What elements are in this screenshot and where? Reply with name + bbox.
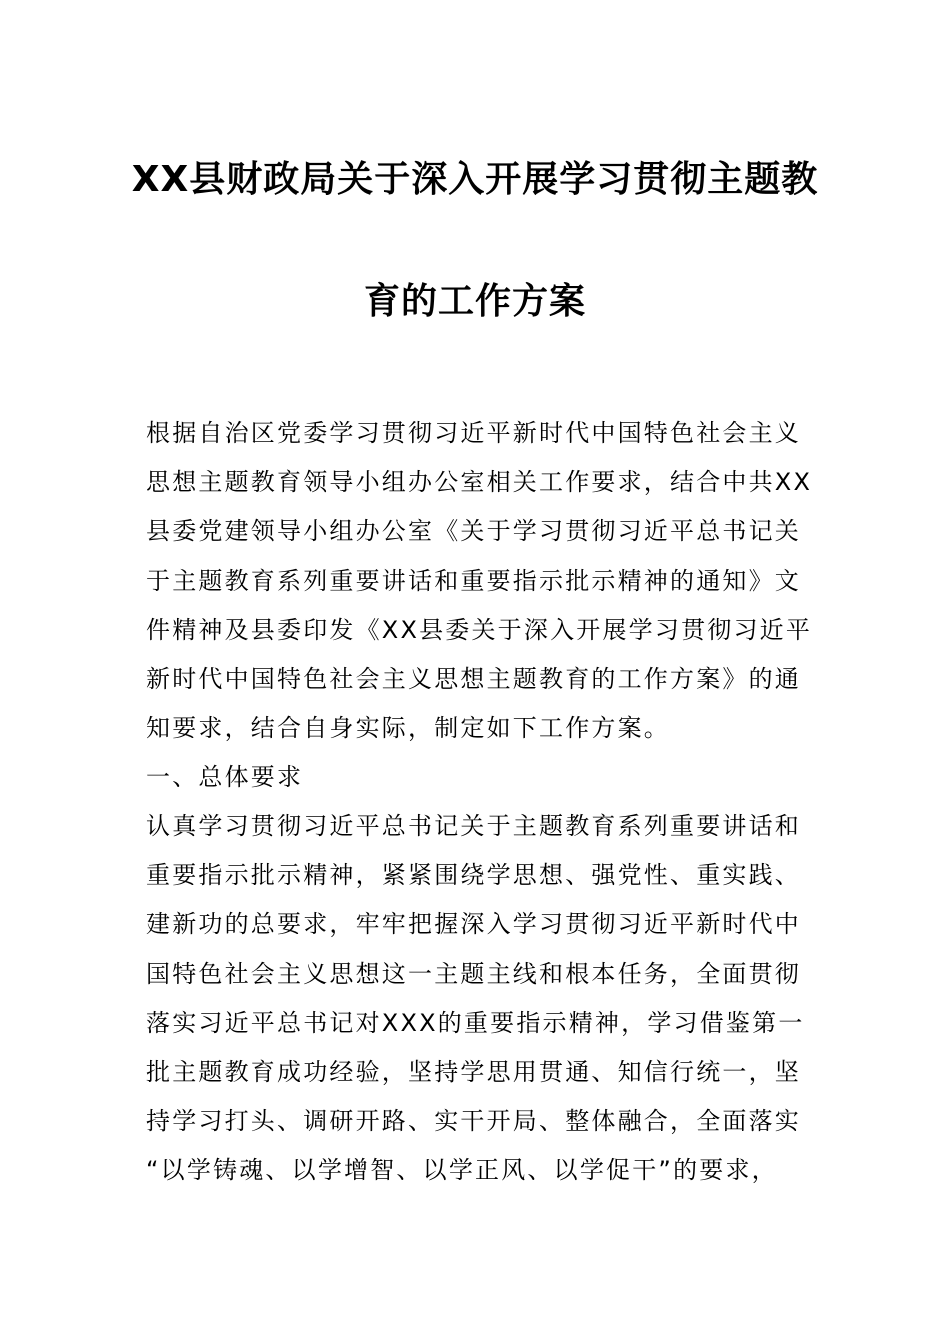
section-line: 落实习近平总书记对XXX的重要指示精神，学习借鉴第一 — [146, 1008, 805, 1037]
intro-line: 于主题教育系列重要讲话和重要指示批示精神的通知》文 — [146, 566, 801, 595]
section-line: 批主题教育成功经验，坚持学思用贯通、知信行统一，坚 — [146, 1057, 801, 1086]
document-title-line-1: XX县财政局关于深入开展学习贯彻主题教 — [131, 159, 819, 200]
intro-paragraph — [146, 409, 813, 753]
section-line: “以学铸魂、以学增智、以学正风、以学促干”的要求， — [146, 1156, 778, 1185]
section-heading-text: 一、总体要求 — [146, 763, 304, 791]
section-line: 重要指示批示精神，紧紧围绕学思想、强党性、重实践、 — [146, 861, 801, 890]
section-line: 建新功的总要求，牢牢把握深入学习贯彻习近平新时代中 — [146, 910, 801, 939]
section-line: 国特色社会主义思想这一主题主线和根本任务，全面贯彻 — [146, 959, 801, 988]
section-heading — [146, 753, 806, 802]
section-line: 持学习打头、调研开路、实干开局、整体融合，全面落实 — [146, 1107, 801, 1136]
intro-line: 新时代中国特色社会主义思想主题教育的工作方案》的通 — [146, 664, 801, 693]
intro-line: 件精神及县委印发《XX县委关于深入开展学习贯彻习近平 — [146, 615, 813, 644]
intro-line: 知要求，结合自身实际，制定如下工作方案。 — [146, 714, 670, 743]
intro-line: 根据自治区党委学习贯彻习近平新时代中国特色社会主义 — [146, 419, 801, 447]
intro-line: 思想主题教育领导小组办公室相关工作要求，结合中共XX — [146, 468, 813, 497]
section-line: 认真学习贯彻习近平总书记关于主题教育系列重要讲话和 — [146, 812, 801, 840]
section-paragraph — [146, 802, 806, 1196]
document-title-line-2: 育的工作方案 — [363, 281, 586, 322]
intro-line: 县委党建领导小组办公室《关于学习贯彻习近平总书记关 — [146, 517, 801, 546]
